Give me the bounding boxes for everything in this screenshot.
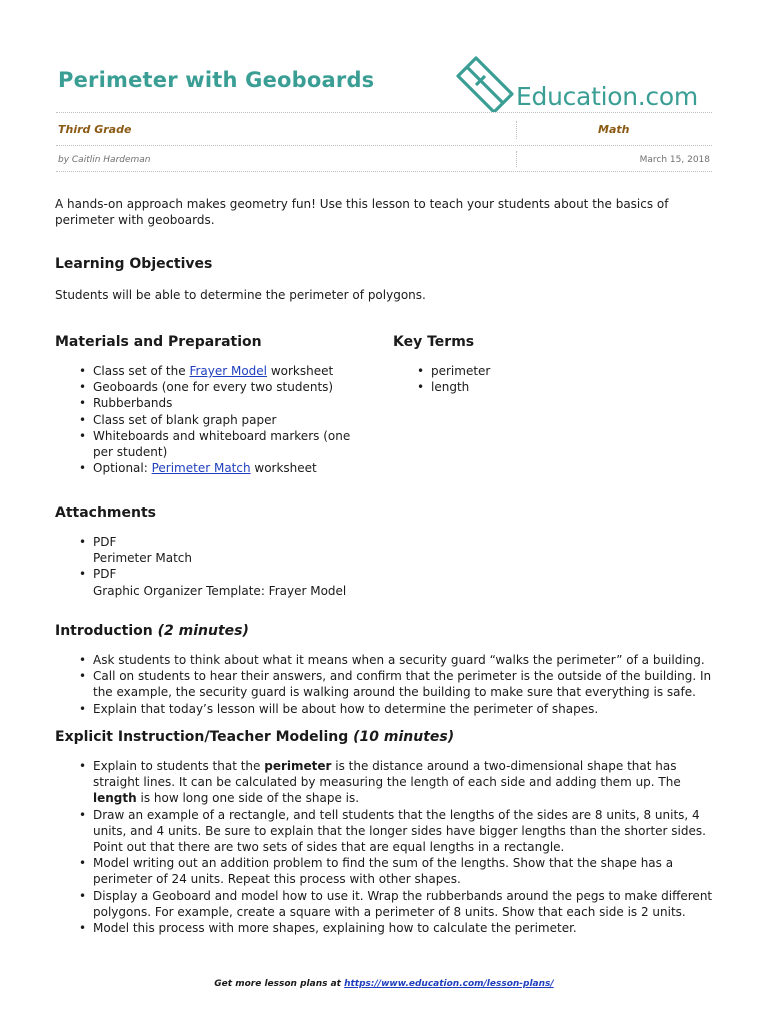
list-item: • Model writing out an addition problem to find the sum of the lengths. Show that the shape has a perimeter of 24 units. Repeat this process with other shapes.	[55, 855, 715, 887]
footer-text: Get more lesson plans at	[214, 979, 345, 989]
education-logo[interactable]	[456, 56, 716, 112]
attachment-name: Perimeter Match	[93, 551, 192, 566]
lesson-plans-link[interactable]: https://www.education.com/lesson-plans/	[344, 979, 554, 989]
list-item: • Explain to students that the perimeter is the distance around a two-dimensional shape that has straight lines. It can be calculated by measuring the length of each side and adding them up. The length is how long one side of the shape is.	[55, 758, 715, 807]
logo-wordmark: Education.com	[516, 82, 698, 111]
attachment-item[interactable]	[55, 534, 695, 566]
divider	[516, 121, 517, 139]
author: by Caitlin Hardeman	[58, 155, 151, 165]
list-item: • Geoboards (one for every two students)	[55, 379, 395, 395]
objectives-text: Students will be able to determine the perimeter of polygons.	[55, 288, 426, 302]
grade-level: Third Grade	[58, 123, 132, 136]
attachments-heading: Attachments	[55, 505, 157, 521]
list-item: • length	[393, 379, 693, 395]
introduction-list	[55, 652, 715, 717]
lesson-title: Perimeter with Geoboards	[58, 68, 375, 92]
subject: Math	[598, 123, 630, 136]
divider	[516, 151, 517, 167]
key-terms-heading: Key Terms	[393, 334, 475, 350]
term-length: length	[93, 791, 137, 806]
pencil-logo-icon	[456, 56, 516, 112]
divider	[56, 145, 712, 146]
list-item: • Whiteboards and whiteboard markers (one per student)	[55, 428, 395, 460]
materials-list	[55, 363, 395, 476]
list-item: • Display a Geoboard and model how to use it. Wrap the rubberbands around the pegs to make different polygons. For example, create a square with a perimeter of 8 units. Show that each side is 2 units.	[55, 888, 715, 920]
frayer-model-link[interactable]: Frayer Model	[189, 364, 268, 378]
attachment-item[interactable]	[55, 566, 695, 598]
term-perimeter: perimeter	[264, 759, 332, 773]
duration: (2 minutes)	[157, 623, 249, 639]
list-item: • Rubberbands	[55, 395, 395, 411]
list-item: • Explain that today’s lesson will be about how to determine the perimeter of shapes.	[55, 701, 715, 717]
date: March 15, 2018	[639, 155, 710, 165]
explicit-instruction-heading: Explicit Instruction/Teacher Modeling (10 minutes)	[55, 729, 455, 745]
materials-heading: Materials and Preparation	[55, 334, 262, 350]
list-item: • Draw an example of a rectangle, and tell students that the lengths of the sides are 8 units, 8 units, 4 units, and 4 units. Be sure to explain that the longer sides have bigger lengths than the shorter sides. Point out that there are two sets of sides that are equal lengths in a rectangle.	[55, 807, 715, 856]
footer	[0, 979, 768, 989]
key-terms-list	[393, 363, 693, 395]
divider	[56, 171, 712, 172]
list-item: • Ask students to think about what it means when a security guard “walks the perimeter” of a building.	[55, 652, 715, 668]
introduction-heading: Introduction (2 minutes)	[55, 623, 249, 639]
attachment-type: • PDF	[93, 567, 117, 582]
divider	[56, 112, 712, 113]
attachments-list	[55, 534, 695, 599]
list-item: • Optional: Perimeter Match worksheet	[55, 460, 395, 476]
perimeter-match-link[interactable]: Perimeter Match	[151, 461, 251, 476]
intro-paragraph: A hands-on approach makes geometry fun! Use this lesson to teach your students about the basics of perimeter with geoboards.	[55, 197, 669, 227]
list-item: • Class set of the Frayer Model worksheet	[55, 363, 395, 379]
list-item: • perimeter	[393, 363, 693, 379]
attachment-name: Graphic Organizer Template: Frayer Model	[93, 583, 347, 598]
list-item: • Class set of blank graph paper	[55, 412, 395, 428]
explicit-instruction-list	[55, 758, 715, 936]
duration: (10 minutes)	[353, 729, 455, 745]
list-item: • Call on students to hear their answers, and confirm that the perimeter is the outside of the building. In the example, the security guard is walking around the building to make sure that everything is safe.	[55, 668, 715, 700]
learning-objectives-heading: Learning Objectives	[55, 256, 213, 272]
list-item: • Model this process with more shapes, explaining how to calculate the perimeter.	[55, 920, 715, 936]
attachment-type: • PDF	[93, 535, 117, 549]
